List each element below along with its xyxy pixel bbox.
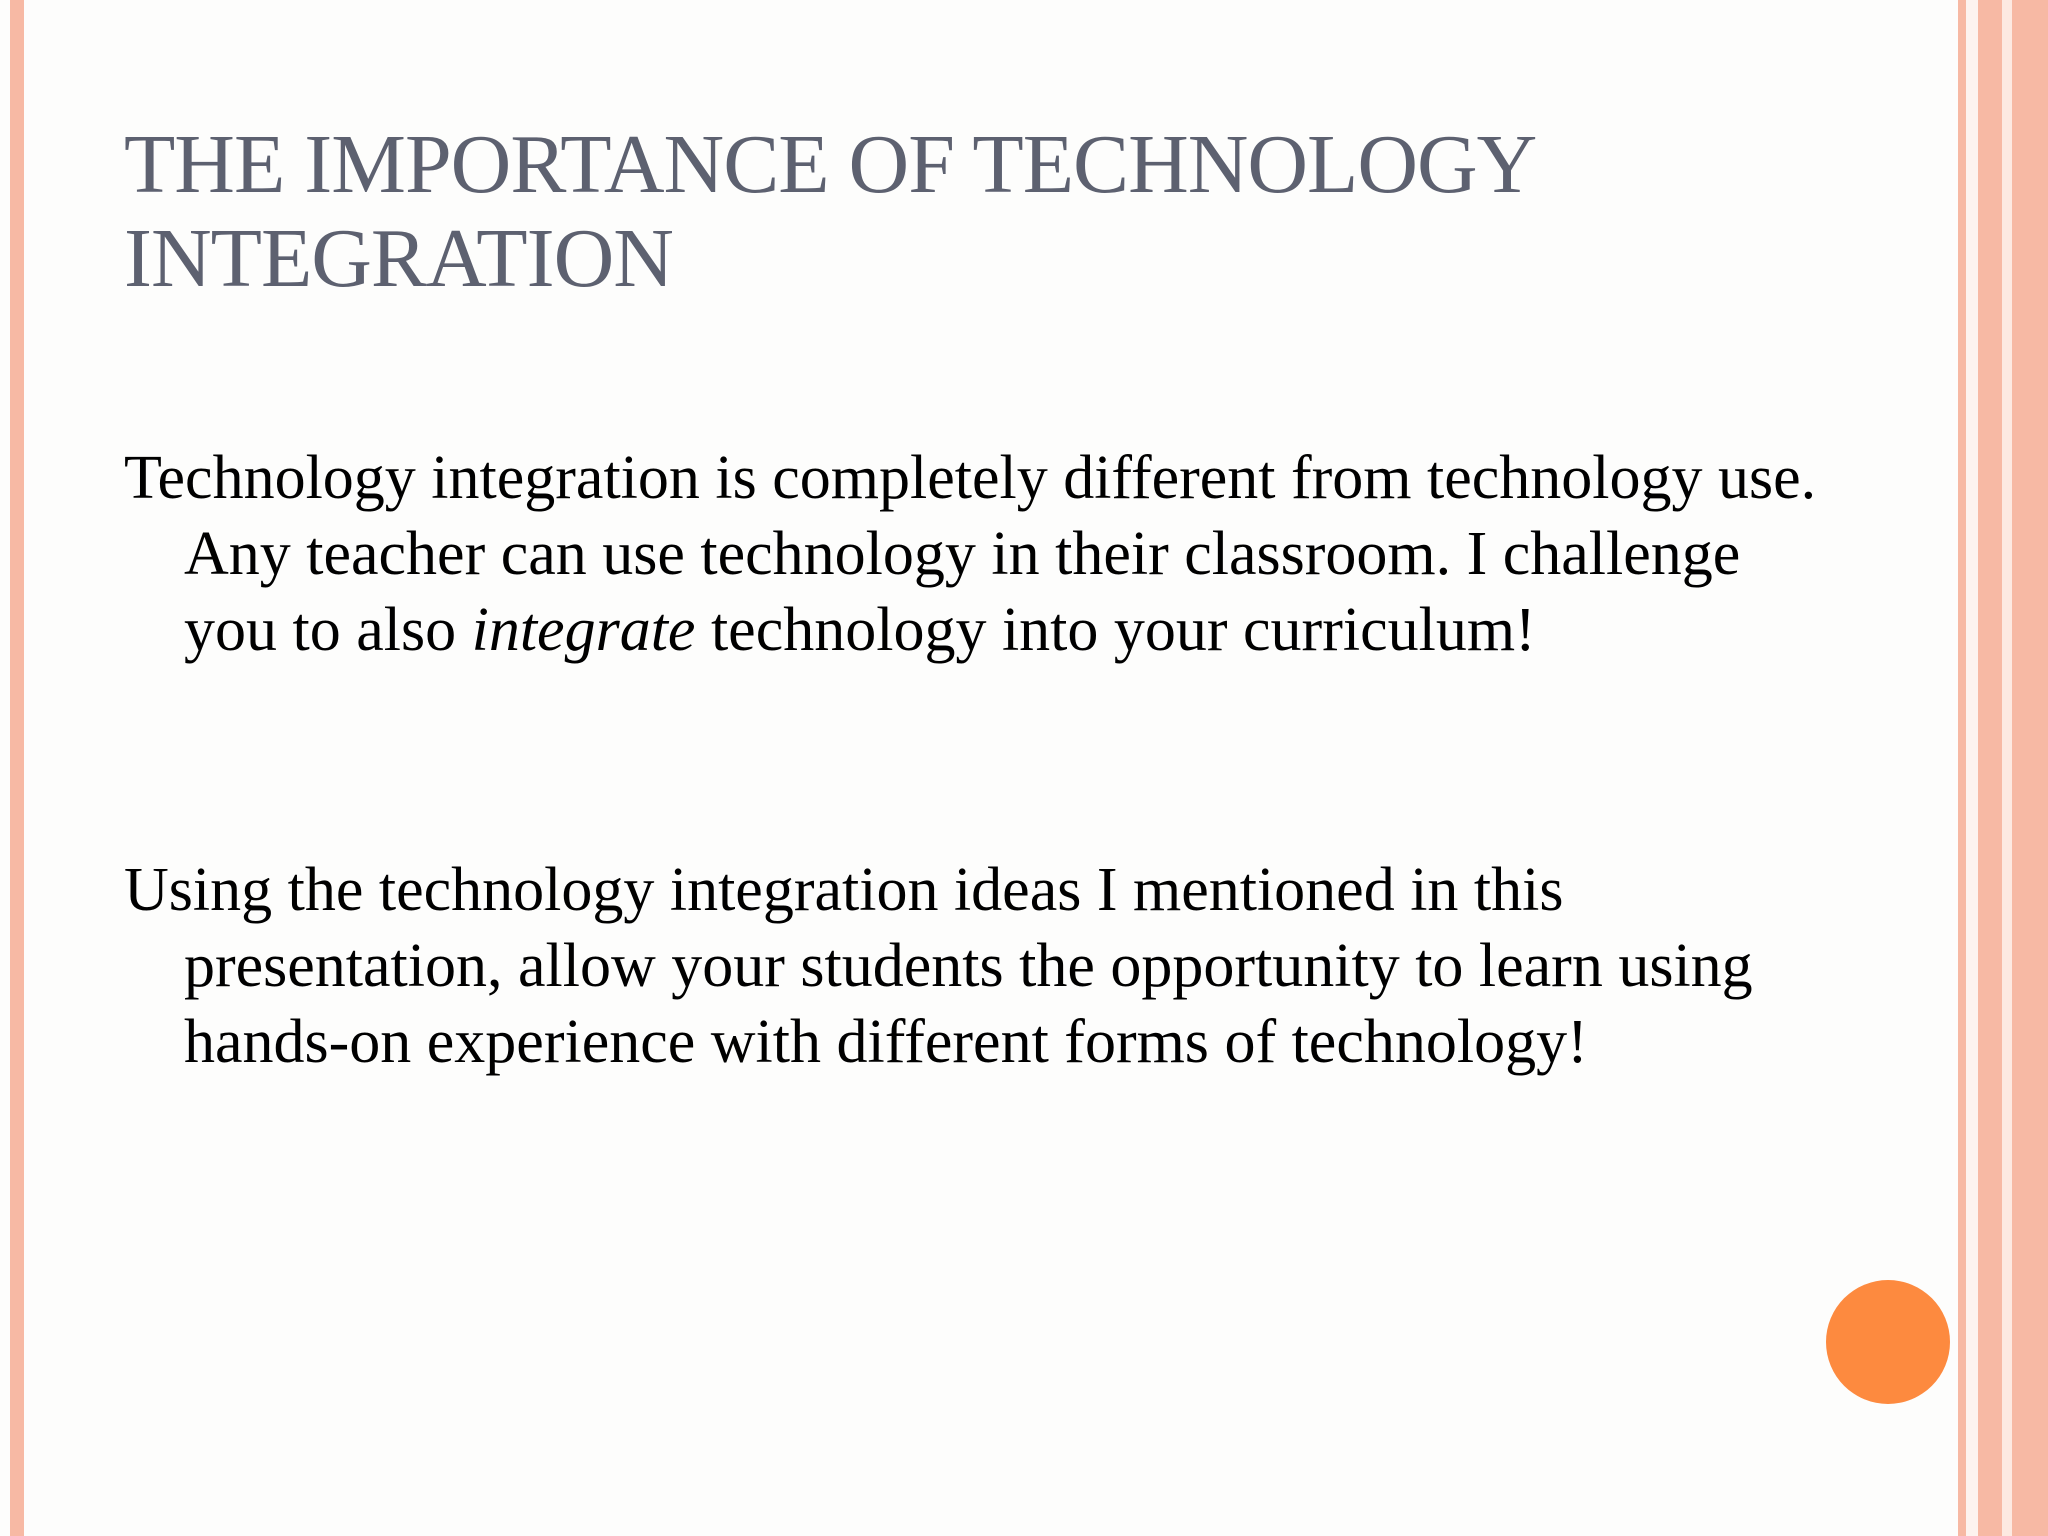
right-border-strip [1978, 0, 2002, 1536]
body-paragraph-1 [124, 440, 1824, 668]
paragraph-1-text [124, 440, 1824, 668]
right-border-gap [1966, 0, 1978, 1536]
paragraph-2-text: Using the technology integration ideas I mentioned in this presentation, allow your students the opportunity to learn using hands-on experience with different forms of technology! [124, 856, 1753, 1076]
left-border-strip [10, 0, 24, 1536]
body-paragraph-2 [124, 852, 1824, 1080]
right-border-gap [2002, 0, 2012, 1536]
accent-circle-icon [1826, 1280, 1950, 1404]
paragraph-1-after: technology into your curriculum! [695, 596, 1536, 664]
paragraph-1-emphasis: integrate [471, 596, 696, 664]
slide-title: THE IMPORTANCE OF TECHNOLOGY INTEGRATION [124, 118, 1534, 305]
paragraph-1-before: Technology integration is completely different from technology use. Any teacher can use technology in their classroom. I challenge you to also [124, 444, 1817, 664]
right-border-strip [1958, 0, 1966, 1536]
right-border-strip [2012, 0, 2048, 1536]
